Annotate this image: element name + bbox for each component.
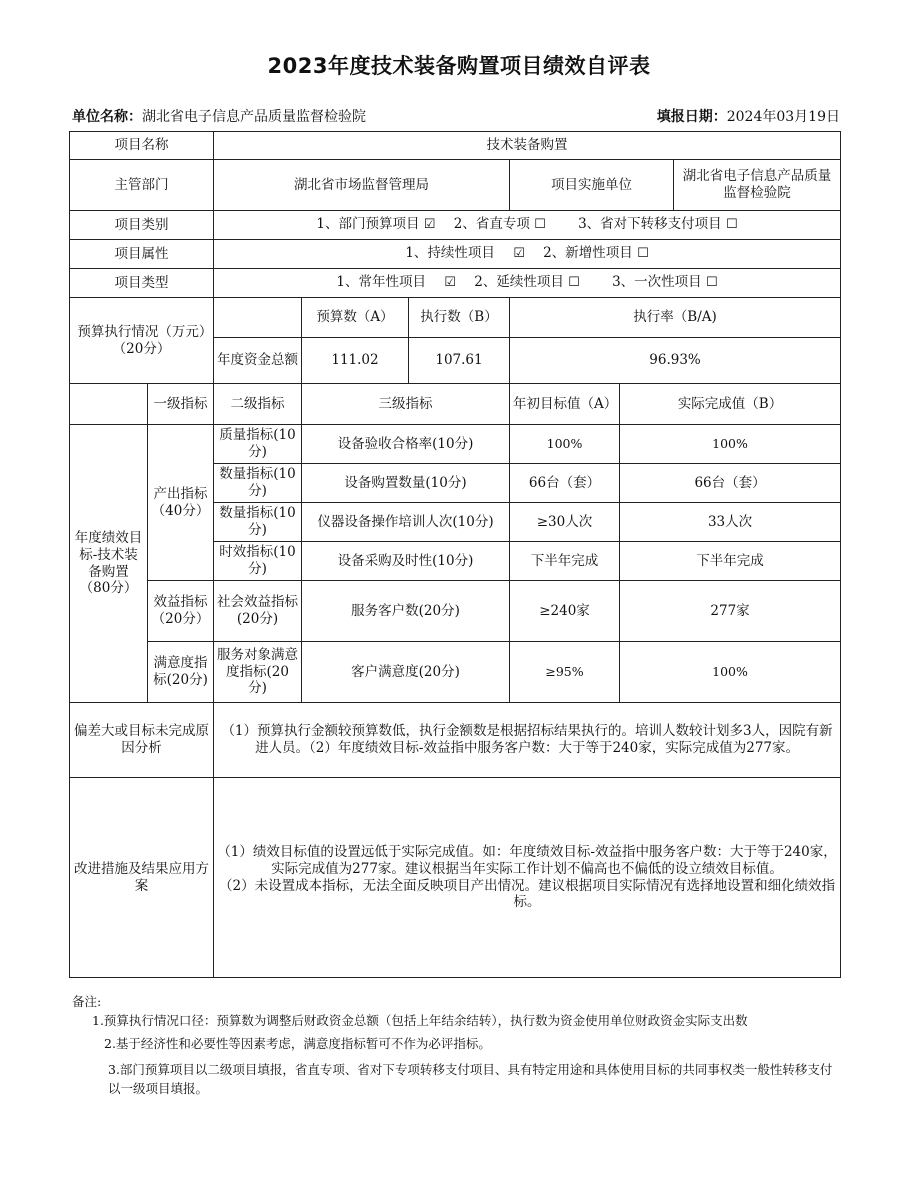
rate-value: 96.93% bbox=[510, 338, 841, 384]
indicator-corner-cell bbox=[70, 384, 148, 425]
type-options bbox=[214, 269, 841, 298]
indicator-level3: 服务客户数(20分) bbox=[302, 581, 510, 642]
fill-date-value: 2024年03月19日 bbox=[726, 109, 840, 125]
impl-unit-label: 项目实施单位 bbox=[510, 160, 674, 211]
indicator-actual: 66台（套） bbox=[620, 464, 841, 503]
level2-header: 二级指标 bbox=[214, 384, 302, 425]
row-budget-header bbox=[70, 298, 841, 338]
evaluation-table bbox=[69, 131, 841, 978]
indicator-actual: 下半年完成 bbox=[620, 542, 841, 581]
indicator-row bbox=[70, 642, 841, 703]
note-2: 2.基于经济性和必要性等因素考虑，满意度指标暂可不作为必评指标。 bbox=[104, 1035, 491, 1051]
impl-unit-value: 湖北省电子信息产品质量监督检验院 bbox=[674, 160, 841, 211]
checkbox-empty-icon: ☐ bbox=[637, 246, 649, 262]
improve-paragraph-1: （1）绩效目标值的设置远低于实际完成值。如：年度绩效目标-效益指中服务客户数：大于等于240家，实际完成值为277家。建议根据当年实际工作计划不偏高也不偏低的设立绩效目标值。 bbox=[217, 843, 837, 877]
indicator-level3: 设备验收合格率(10分) bbox=[302, 425, 510, 464]
checkbox-checked-icon: ☑ bbox=[513, 246, 525, 262]
row-deviation bbox=[70, 703, 841, 778]
indicator-level3: 设备购置数量(10分) bbox=[302, 464, 510, 503]
fill-date-label: 填报日期： bbox=[656, 109, 727, 125]
level1-header: 一级指标 bbox=[148, 384, 214, 425]
attribute-label: 项目属性 bbox=[70, 240, 214, 269]
indicator-level3: 仪器设备操作培训人次(10分) bbox=[302, 503, 510, 542]
improve-text bbox=[214, 778, 841, 978]
indicator-level2: 服务对象满意度指标(20分) bbox=[214, 642, 302, 703]
indicator-row bbox=[70, 425, 841, 464]
row-indicator-header bbox=[70, 384, 841, 425]
attribute-options bbox=[214, 240, 841, 269]
row-category bbox=[70, 211, 841, 240]
deviation-text: （1）预算执行金额较预算数低，执行金额数是根据招标结果执行的。培训人数较计划多3人，因院有新进人员。（2）年度绩效目标-效益指中服务客户数：大于等于240家，实际完成值为277家。 bbox=[214, 703, 841, 778]
budget-value: 111.02 bbox=[302, 338, 409, 384]
checkbox-empty-icon: ☐ bbox=[568, 275, 580, 291]
target-header: 年初目标值（A） bbox=[510, 384, 620, 425]
category-options bbox=[214, 211, 841, 240]
improve-paragraph-2: （2）未设置成本指标，无法全面反映项目产出情况。建议根据项目实际情况有选择地设置和细化绩效指标。 bbox=[218, 877, 836, 911]
project-name-value: 技术装备购置 bbox=[214, 132, 841, 160]
unit-name-label: 单位名称： bbox=[72, 109, 142, 125]
annual-goal-label: 年度绩效目标-技术装备购置（80分） bbox=[70, 425, 148, 703]
indicator-actual: 33人次 bbox=[620, 503, 841, 542]
checkbox-checked-icon: ☑ bbox=[423, 217, 436, 233]
notes bbox=[72, 993, 842, 1099]
note-3: 3.部门预算项目以二级项目填报，省直专项、省对下专项转移支付项目、具有特定用途和具体使用目标的共同事权类一般性转移支付以一级项目填报。 bbox=[108, 1062, 833, 1096]
checkbox-empty-icon: ☐ bbox=[725, 217, 738, 233]
indicator-target: ≥95% bbox=[510, 642, 620, 703]
rate-header: 执行率（B/A) bbox=[510, 298, 841, 338]
annual-fund-label: 年度资金总额 bbox=[214, 338, 302, 384]
indicator-level2: 时效指标(10分) bbox=[214, 542, 302, 581]
indicator-level3: 客户满意度(20分) bbox=[302, 642, 510, 703]
indicator-level2: 数量指标(10分) bbox=[214, 464, 302, 503]
actual-header: 实际完成值（B） bbox=[620, 384, 841, 425]
deviation-label: 偏差大或目标未完成原因分析 bbox=[70, 703, 214, 778]
indicator-actual: 100% bbox=[620, 425, 841, 464]
row-type bbox=[70, 269, 841, 298]
type-opt1: 1、常年性项目 bbox=[336, 274, 426, 291]
page-title: 2023年度技术装备购置项目绩效自评表 bbox=[267, 54, 651, 78]
row-project-name bbox=[70, 132, 841, 160]
indicator-level2: 质量指标(10分) bbox=[214, 425, 302, 464]
category-label: 项目类别 bbox=[70, 211, 214, 240]
exec-header: 执行数（B） bbox=[409, 298, 510, 338]
type-label: 项目类型 bbox=[70, 269, 214, 298]
level3-header: 三级指标 bbox=[302, 384, 510, 425]
row-dept bbox=[70, 160, 841, 211]
output-indicator-label: 产出指标（40分） bbox=[148, 425, 214, 581]
dept-label: 主管部门 bbox=[70, 160, 214, 211]
budget-section-label: 预算执行情况（万元） （20分） bbox=[70, 298, 214, 384]
checkbox-checked-icon: ☑ bbox=[444, 275, 456, 291]
indicator-target: 66台（套） bbox=[510, 464, 620, 503]
project-name-label: 项目名称 bbox=[70, 132, 214, 160]
type-opt3: 3、一次性项目 bbox=[612, 274, 702, 291]
note-1: 1.预算执行情况口径：预算数为调整后财政资金总额（包括上年结余结转），执行数为资金使用单位财政资金实际支出数 bbox=[92, 1012, 748, 1028]
attribute-opt2: 2、新增性项目 bbox=[543, 245, 633, 262]
unit-name-value: 湖北省电子信息产品质量监督检验院 bbox=[142, 109, 366, 125]
unit-name bbox=[72, 106, 366, 126]
fill-date bbox=[657, 106, 840, 126]
category-opt3: 3、省对下转移支付项目 bbox=[578, 216, 722, 233]
improve-label: 改进措施及结果应用方案 bbox=[70, 778, 214, 978]
category-opt2: 2、省直专项 bbox=[453, 216, 530, 233]
checkbox-empty-icon: ☐ bbox=[705, 275, 718, 291]
benefit-indicator-label: 效益指标（20分） bbox=[148, 581, 214, 642]
indicator-row bbox=[70, 581, 841, 642]
checkbox-empty-icon: ☐ bbox=[534, 217, 546, 233]
row-attribute bbox=[70, 240, 841, 269]
dept-value: 湖北省市场监督管理局 bbox=[214, 160, 510, 211]
indicator-level3: 设备采购及时性(10分) bbox=[302, 542, 510, 581]
category-opt1: 1、部门预算项目 bbox=[316, 216, 420, 233]
exec-value: 107.61 bbox=[409, 338, 510, 384]
budget-header: 预算数（A） bbox=[302, 298, 409, 338]
indicator-actual: 277家 bbox=[620, 581, 841, 642]
budget-blank-cell bbox=[214, 298, 302, 338]
indicator-target: ≥30人次 bbox=[510, 503, 620, 542]
indicator-target: 100% bbox=[510, 425, 620, 464]
type-opt2: 2、延续性项目 bbox=[474, 274, 564, 291]
indicator-level2: 数量指标(10分) bbox=[214, 503, 302, 542]
indicator-target: ≥240家 bbox=[510, 581, 620, 642]
attribute-opt1: 1、持续性项目 bbox=[405, 245, 495, 262]
indicator-level2: 社会效益指标(20分) bbox=[214, 581, 302, 642]
satisfaction-indicator-label: 满意度指标(20分) bbox=[148, 642, 214, 703]
indicator-target: 下半年完成 bbox=[510, 542, 620, 581]
notes-title: 备注: bbox=[72, 994, 102, 1009]
indicator-actual: 100% bbox=[620, 642, 841, 703]
row-improvement bbox=[70, 778, 841, 978]
